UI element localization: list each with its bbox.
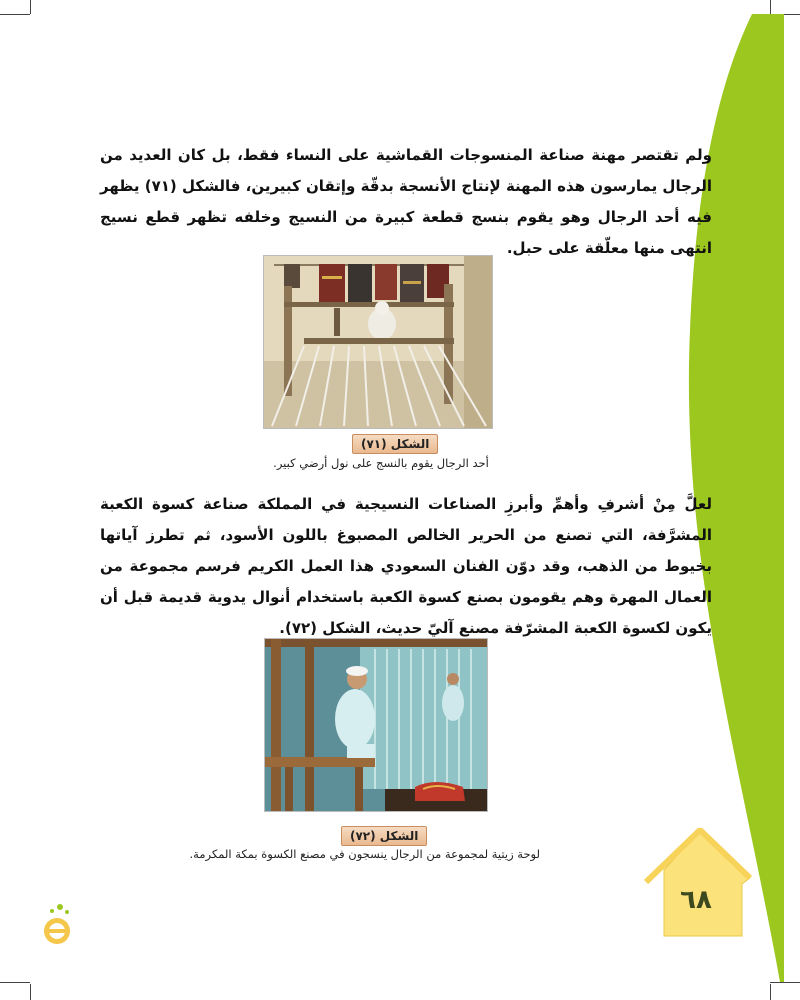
paragraph-kaaba-kiswa: لعلَّ مِنْ أشرفِ وأهمِّ وأبرزِ الصناعات النسيجية في المملكة صناعة كسوة الكعبة المشرَّفة، التي تصنع من الحرير الخالص المصبوغ باللون الأسود، ثم تطرز آياتها بخيوط من الذهب، وقد دوّن الفنان السعودي هذا العمل الكريم فرسم مجموعة من العمال المهرة وهم يقومون بصنع كسوة الكعبة باستخدام أنوال يدوية قديمة قبل أن يكون لكسوة الكعبة المشرّفة مصنع آليّ حديث، الشكل (٧٢). <box>100 495 712 637</box>
figure-71-label: الشكل (٧١) <box>352 434 438 454</box>
figure-72-label: الشكل (٧٢) <box>341 826 427 846</box>
figure-71-caption: أحد الرجال يقوم بالنسج على نول أرضي كبير. <box>273 456 489 470</box>
publisher-logo-icon <box>40 895 80 951</box>
paragraph-men-weaving: ولم تقتصر مهنة صناعة المنسوجات القماشية على النساء فقط، بل كان العديد من الرجال يمارسون هذه المهنة لإنتاج الأنسجة بدقّة وإتقان كبيرين، فالشكل (٧١) يظهر فيه أحد الرجال وهو يقوم بنسج قطعة كبيرة من النسيج وخلفه تظهر قطع نسيج انتهى منها معلّقة على حبل. <box>100 146 712 257</box>
page-number: ٦٨ <box>680 885 712 915</box>
figure-71-photo <box>263 255 493 429</box>
figure-72-painting <box>264 638 488 812</box>
page-number-house-icon <box>642 828 754 938</box>
figure-72-caption: لوحة زيتية لمجموعة من الرجال ينسجون في مصنع الكسوة بمكة المكرمة. <box>189 847 540 861</box>
